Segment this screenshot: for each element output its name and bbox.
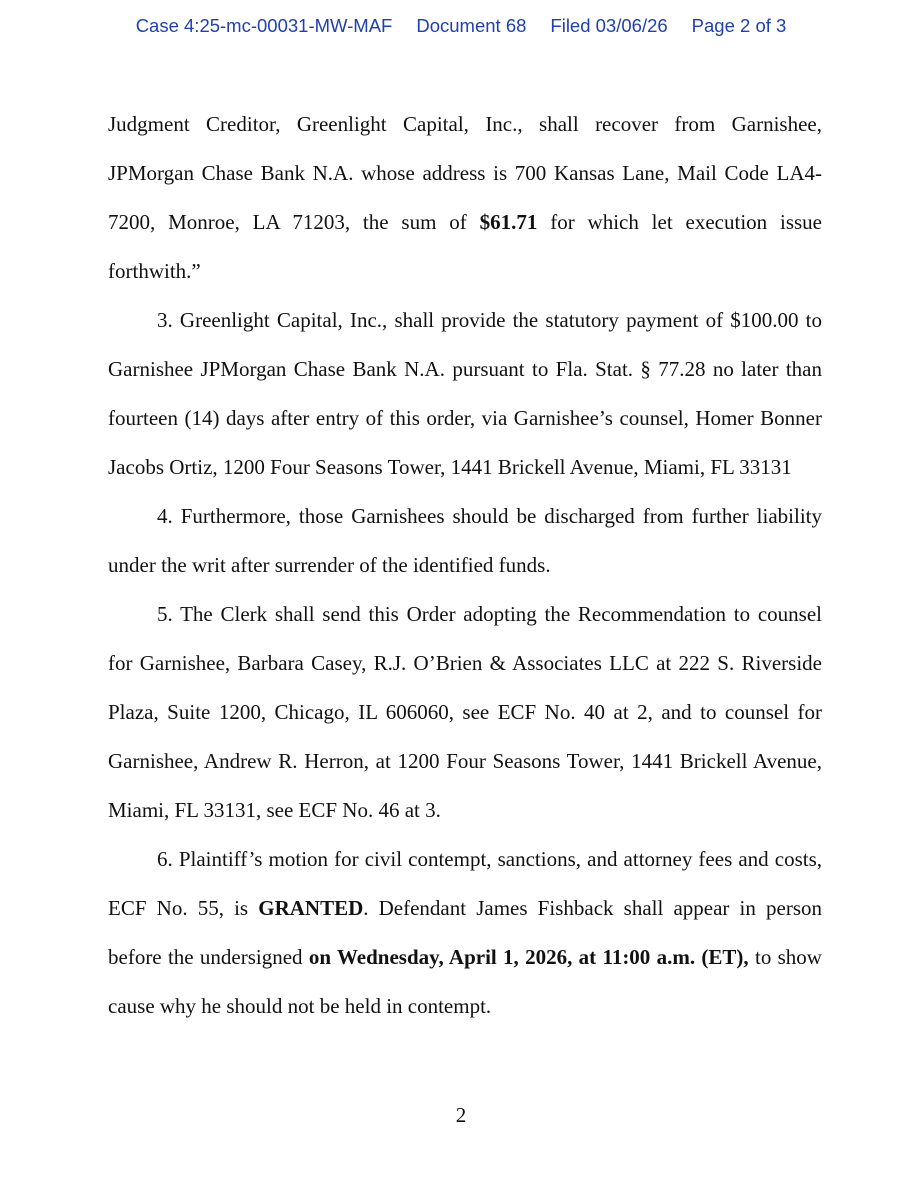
page-indicator: Page 2 of 3: [691, 15, 787, 36]
paragraph-continued: Judgment Creditor, Greenlight Capital, Inc., shall recover from Garnishee, JPMorgan Chase Bank N.A. whose address is 700 Kansas Lane, Mail Code LA4-7200, Monroe, LA 71203, the sum of $61.71 for which let execution issue forthwith.”: [108, 112, 822, 283]
paragraph-4: 4. Furthermore, those Garnishees should be discharged from further liability under the writ after surrender of the identified funds.: [108, 504, 822, 577]
page-number: 2: [455, 1103, 467, 1127]
granted-ruling: GRANTED: [258, 896, 364, 920]
hearing-date: on Wednesday, April 1, 2026, at 11:00 a.m. (ET),: [308, 945, 749, 969]
document-number: Document 68: [416, 15, 527, 36]
paragraph-6: 6. Plaintiff’s motion for civil contempt, sanctions, and attorney fees and costs, ECF No. 55, is GRANTED. Defendant James Fishback shall appear in person before the undersigned on Wednesday, April 1, 2026, at 11:00 a.m. (ET), to show cause why he should not be held in contempt.: [108, 847, 822, 1018]
case-number: Case 4:25-mc-00031-MW-MAF: [135, 15, 393, 36]
ecf-filing-header: [0, 15, 922, 37]
paragraph-3: 3. Greenlight Capital, Inc., shall provide the statutory payment of $100.00 to Garnishee JPMorgan Chase Bank N.A. pursuant to Fla. Stat. § 77.28 no later than fourteen (14) days after entry of this order, via Garnishee’s counsel, Homer Bonner Jacobs Ortiz, 1200 Four Seasons Tower, 1441 Brickell Avenue, Miami, FL 33131: [108, 308, 822, 479]
judgment-amount: $61.71: [479, 210, 538, 234]
paragraph-5: 5. The Clerk shall send this Order adopting the Recommendation to counsel for Garnishee, Barbara Casey, R.J. O’Brien & Associates LLC at 222 S. Riverside Plaza, Suite 1200, Chicago, IL 606060, see ECF No. 40 at 2, and to counsel for Garnishee, Andrew R. Herron, at 1200 Four Seasons Tower, 1441 Brickell Avenue, Miami, FL 33131, see ECF No. 46 at 3.: [108, 602, 822, 822]
filed-date: Filed 03/06/26: [550, 15, 668, 36]
